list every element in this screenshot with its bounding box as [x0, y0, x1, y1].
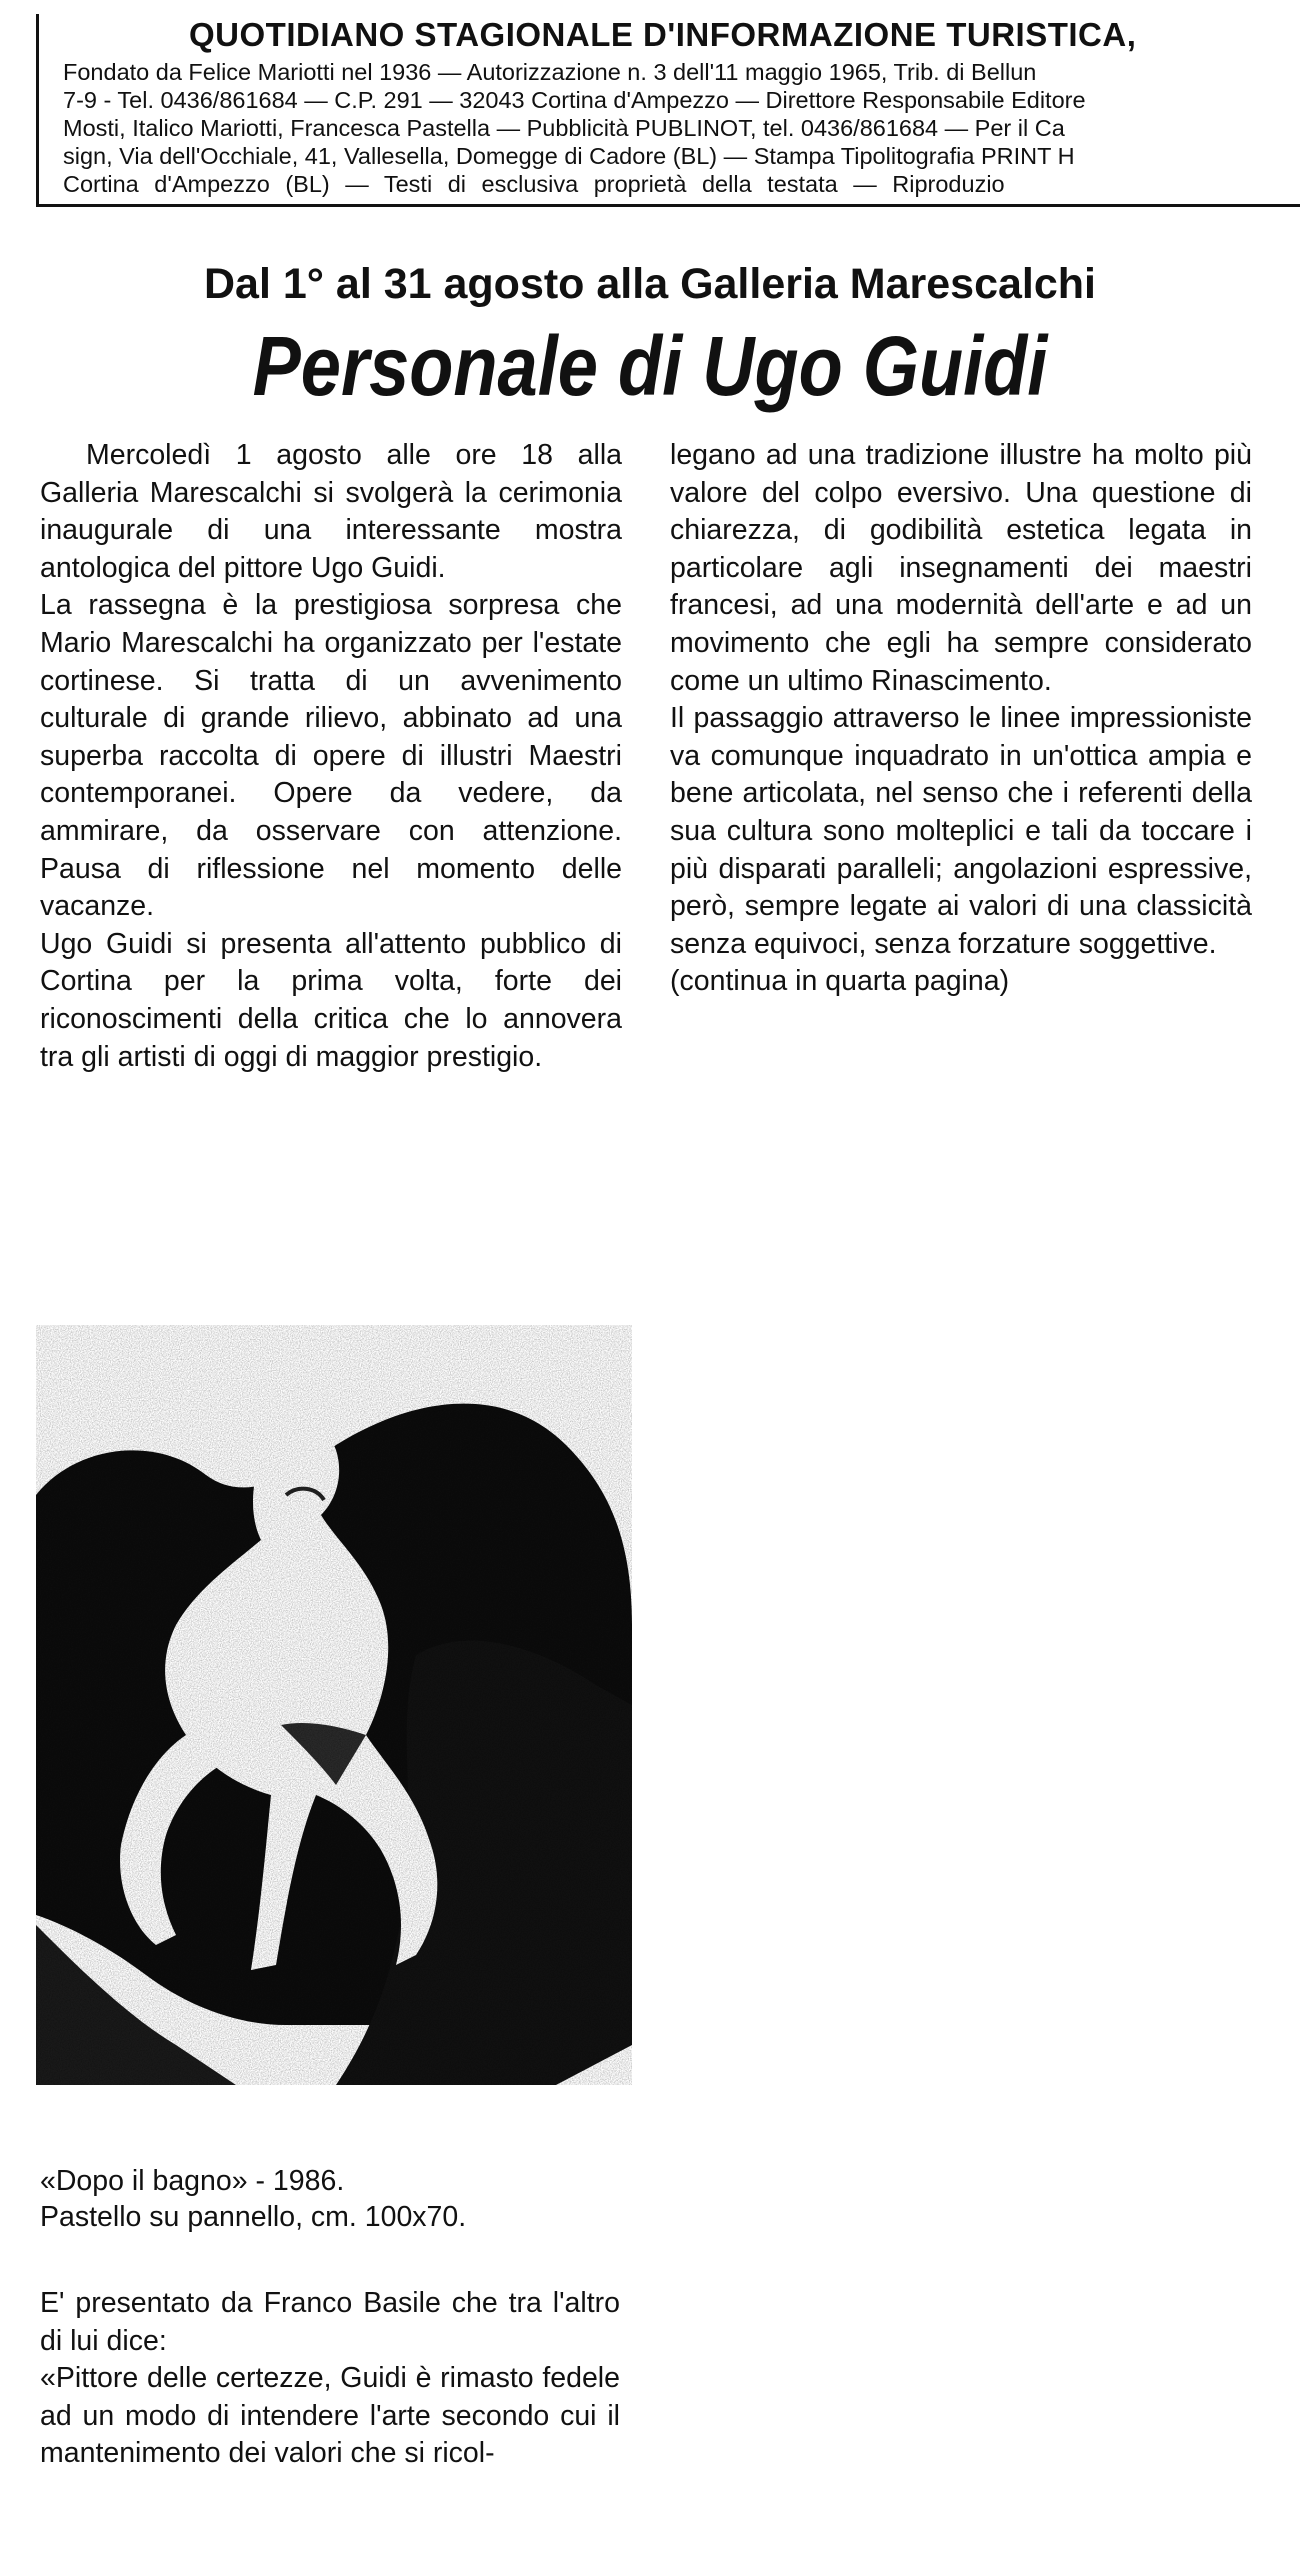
masthead-line-2: 7-9 - Tel. 0436/861684 — C.P. 291 — 32043 Cortina d'Ampezzo — Direttore Responsabile Editore: [63, 87, 1086, 113]
article-right-column: [670, 437, 1252, 1001]
artwork-caption: [40, 2163, 640, 2235]
article-headline: Personale di Ugo Guidi: [252, 319, 1048, 413]
paragraph: Ugo Guidi si presenta all'attento pubblico di Cortina per la prima volta, forte dei riconoscimenti della critica che lo annovera tra gli artisti di oggi di maggior prestigio.: [40, 927, 622, 1073]
masthead-title: QUOTIDIANO STAGIONALE D'INFORMAZIONE TURISTICA,: [189, 16, 1137, 53]
artwork-grain: [36, 1325, 632, 2085]
artwork-illustration: [36, 1325, 632, 2085]
paragraph: legano ad una tradizione illustre ha molto più valore del colpo eversivo. Una questione di chiarezza, di godibilità estetica legata in particolare agli insegnamenti dei maestri francesi, ad una modernità dell'arte e ad un movimento che egli ha sempre considerato come un ultimo Rinascimento.: [670, 439, 1252, 697]
article-bottom-column: [40, 2285, 620, 2473]
caption-medium: Pastello su pannello, cm. 100x70.: [40, 2201, 467, 2233]
caption-title: «Dopo il bagno» - 1986.: [40, 2165, 345, 2197]
paragraph: «Pittore delle certezze, Guidi è rimasto fedele ad un modo di intendere l'arte secondo cui il mantenimento dei valori che si ricol-: [40, 2362, 620, 2470]
masthead-line-4: sign, Via dell'Occhiale, 41, Vallesella, Domegge di Cadore (BL) — Stampa Tipolitografia PRINT H: [63, 143, 1075, 169]
masthead-line-5: Cortina d'Ampezzo (BL) — Testi di esclusiva proprietà della testata — Riproduzio: [63, 171, 1005, 197]
continuation-note: (continua in quarta pagina): [670, 965, 1010, 998]
paragraph: E' presentato da Franco Basile che tra l'altro di lui dice:: [40, 2287, 620, 2357]
article-kicker: Dal 1° al 31 agosto alla Galleria Marescalchi: [204, 260, 1096, 308]
paragraph: Il passaggio attraverso le linee impressioniste va comunque inquadrato in un'ottica ampia e bene articolata, nel senso che i referenti della sua cultura sono molteplici e tali da toccare i più disparati paralleli; angolazioni espressive, però, sempre legate ai valori di una classicità senza equivoci, senza forzature soggettive.: [670, 702, 1252, 960]
masthead: [36, 14, 1300, 207]
article-left-column: [40, 437, 622, 1076]
masthead-line-3: Mosti, Italico Mariotti, Francesca Pastella — Pubblicità PUBLINOT, tel. 0436/861684 — Per il Ca: [63, 115, 1065, 141]
paragraph: Mercoledì 1 agosto alle ore 18 alla Galleria Marescalchi si svolgerà la cerimonia inaugurale di una interessante mostra antologica del pittore Ugo Guidi.: [40, 439, 622, 584]
masthead-line-1: Fondato da Felice Mariotti nel 1936 — Autorizzazione n. 3 dell'11 maggio 1965, Trib. di Bellun: [63, 59, 1037, 85]
paragraph: La rassegna è la prestigiosa sorpresa che Mario Marescalchi ha organizzato per l'estate cortinese. Si tratta di un avvenimento culturale di grande rilievo, abbinato ad una superba raccolta di opere di illustri Maestri contemporanei. Opere da vedere, da ammirare, da osservare con attenzione. Pausa di riflessione nel momento delle vacanze.: [40, 589, 622, 923]
